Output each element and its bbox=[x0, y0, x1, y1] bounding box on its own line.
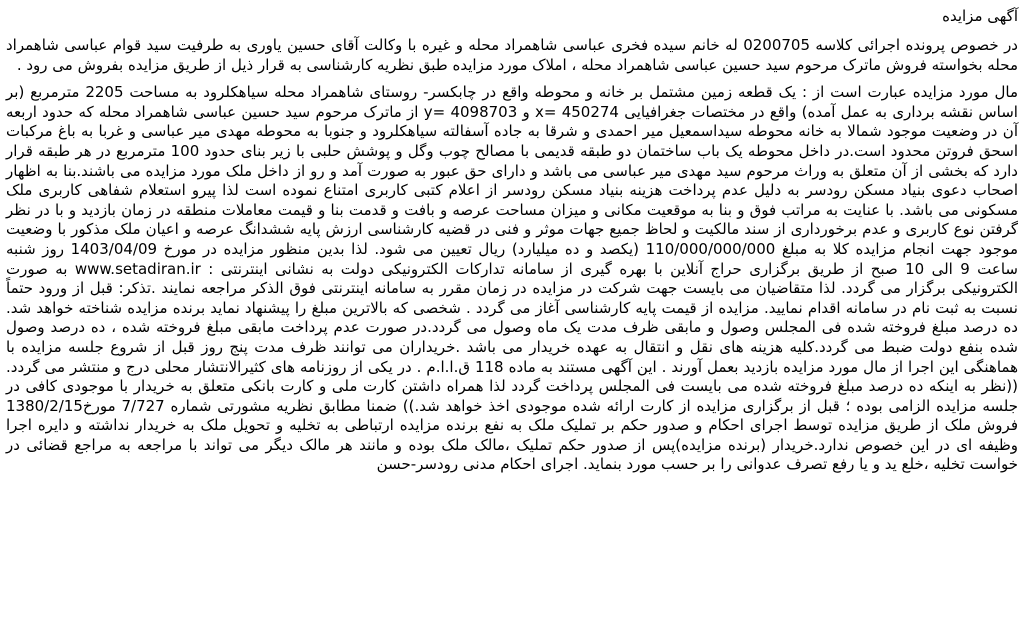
website-reference: از سامانه تدارکات الکترونیکی دولت به نشانی اینترنتی : www.setadiran.ir bbox=[74, 259, 573, 278]
notice-title: آگهی مزایده bbox=[942, 7, 1018, 25]
notice-body-paragraph: مال مورد مزایده عبارت است از : یک قطعه زمین مشتمل بر خانه و محوطه واقع در چابکسر- روستای شاهمراد محله سیاهکلرود به مساحت 2205 مترمربع (بر اساس نقشه برداری به عمل آمده) واقع در مختصات جغرافیایی x= 450274 و y= 4098703 از ماترک مرحوم سید حسین عباسی شاهمراد محله که حدود اربعه آن در وضعیت موجود شمالا به خانه محوطه سیداسمعیل میر احمدی و شرقا به جاده آسفالته سیاهکلرود و جنوبا به محوطه مهدی میر عباسی و غربا به باغ مرکبات اسحق فروتن محدود است.در داخل محوطه یک باب ساختمان دو طبقه قدیمی با مصالح چوب وگل و پوشش حلبی با زیر بنای حدود 100 مترمربع در هر طبقه قرار دارد که بخشی از آن متعلق به وراث مرحوم سید مهدی میر عباسی می باشد و دارای حق عبور به صورت آمد و رو از داخل ملک مورد مزایده می باشند.بنا به اظهار اصحاب دعوی بنیاد مسکن رودسر به دلیل عدم پرداخت هزینه بنیاد مسکن رودسر از اعلام کتبی کاربری امتناع نموده است لذا پیرو استعلام شفاهی کاربری ملک مسکونی می باشد. با عنایت به مراتب فوق و بنا به موقعیت مکانی و میزان مساحت عرصه و بافت و قدمت بنا و قیمت معاملات منطقه در زمان بازدید و با در نظر گرفتن نوع کاربری و عدم برخورداری از سند مالکیت و لحاظ جمیع جهات موثر و فنی در قضیه کارشناسی ارزش پایه ششدانگ عرصه و اعیان ملک مذکور با وضعیت موجود جهت انجام مزایده کلا به مبلغ 110/000/000/000 (یکصد و ده میلیارد) ریال تعیین می شود. لذا بدین منظور مزایده در مورخ 1403/04/09 روز شنبه ساعت 9 الی 10 صبح از طریق برگزاری حراج آنلاین با بهره گیری از سامانه تدارکات الکترونیکی دولت به نشانی اینترنتی : www.setadiran.ir به صورت الکترونیکی برگزار می گردد. لذا متقاضیان می بایست جهت شرکت در مزایده در زمان مقرر به سامانه اینترنتی فوق الذکر مراجعه نمایند .تذکر: قبل از ورود حتماً نسبت به ثبت نام در سامانه اقدام نمایید. مزایده از قیمت پایه کارشناسی آغاز می گردد . شخصی که بالاترین مبلغ را پیشنهاد نماید برنده مزایده شناخته خواهد شد. ده درصد مبلغ فروخته شده فی المجلس وصول و مابقی ظرف مدت یک ماه وصول می گردد.در صورت عدم پرداخت مابقی مبلغ فروخته شده ، ده درصد وصول شده بنفع دولت ضبط می گردد.کلیه هزینه های نقل و انتقال به عهده خریدار می باشد .خریداران می توانند ظرف مدت پنج روز قبل از شروع جلسه مزایده با هماهنگی این اجرا از مال مورد مزایده بازدید بعمل آورند . این آگهی مستند به ماده 118 ق.ا.ا.م . در یکی از روزنامه های کثیرالانتشار محلی درج و منتشر می گردد.((نظر به اینکه ده درصد مبلغ فروخته شده می بایست فی المجلس پرداخت گردد لذا همراه داشتن کارت ملی و کارت بانکی متعلق به خریدار با موجودی کافی در جلسه مزایده الزامی بوده ؛ قبل از برگزاری مزایده از کارت ارائه شده موجودی اخذ خواهد شد.)) ضمنا مطابق نظریه مشورتی شماره 7/727 مورخ1380/2/15 فروش ملک از طریق مزایده توسط اجرای احکام و صدور حکم بر تملیک ملک به نفع برنده مزایده ارتباطی به تخلیه و تحویل ملک به خریدار نداشته و دایره اجرا وظیفه ای در این خصوص ندارد.خریدار (برنده مزایده)پس از صدور حکم تملیک ،مالک ملک بوده و مانند هر مالک دیگر می تواند با مراجعه به مراجع قضائی در خواست تخلیه ،خلع ید و یا رفع تصرف عدوانی را بر حسب مورد بنماید. اجرای احکام مدنی رودسر-حسن bbox=[6, 83, 1019, 474]
notice-intro-paragraph: در خصوص پرونده اجرائی کلاسه 0200705 له خانم سیده فخری عباسی شاهمراد محله و غیره با وکالت آقای حسین یاوری به طرفیت سید قوام عباسی شاهمراد محله بخواسته فروش ماترک مرحوم سید حسین عباسی شاهمراد محله ، املاک مورد مزایده طبق نظریه کارشناسی به قرار ذیل از طریق مزایده بفروش می رود . bbox=[6, 36, 1018, 74]
